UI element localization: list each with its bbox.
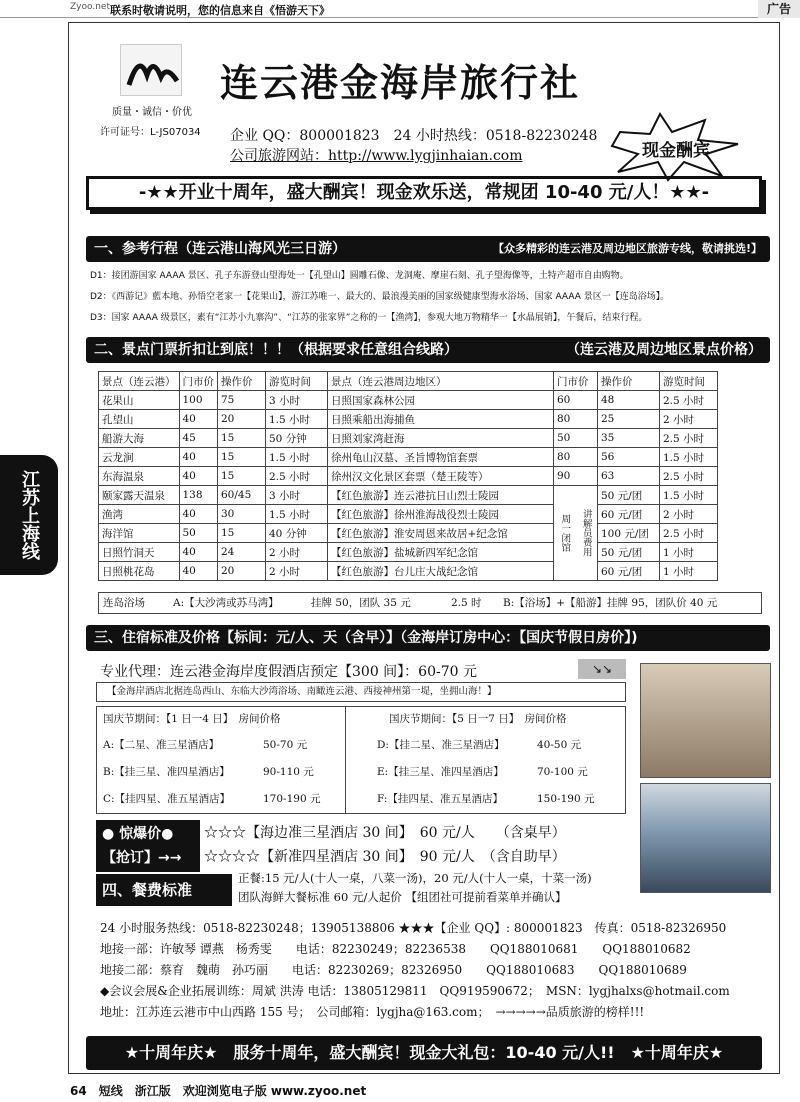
hotel-room-photo bbox=[640, 663, 771, 778]
ticket-row bbox=[99, 486, 718, 505]
address: 地址：江苏连云港市中山西路 155 号； 公司邮箱：lygjha@163.com； →→→→→品质旅游的榜样!!! bbox=[100, 1005, 645, 1019]
ticket-row bbox=[99, 429, 718, 448]
beach-name: 连岛浴场 bbox=[103, 597, 145, 609]
ticket-cell: 50 bbox=[179, 524, 218, 543]
ticket-cell: 15 bbox=[218, 524, 266, 543]
page-footer: 64 短线 浙江版 欢迎浏览电子版 www.zyoo.net bbox=[70, 1084, 367, 1098]
tickets-right: （连云港及周边地区景点价格） bbox=[566, 342, 762, 358]
ticket-cell: 日照乘船出海捕鱼 bbox=[328, 410, 554, 429]
ticket-header-cell: 游览时间 bbox=[660, 372, 718, 391]
ticket-row bbox=[99, 410, 718, 429]
ticket-cell: 50 元/团 bbox=[598, 543, 660, 562]
ticket-cell: 40 bbox=[179, 505, 218, 524]
ticket-cell: 56 bbox=[598, 448, 660, 467]
hotel-tier: C:【挂四星、准五星酒店】 bbox=[103, 793, 231, 805]
ticket-cell: 40 bbox=[179, 467, 218, 486]
cash-burst bbox=[610, 112, 740, 182]
ticket-cell: 25 bbox=[598, 410, 660, 429]
ad-label: 广告 bbox=[758, 0, 800, 18]
ticket-cell: 徐州龟山汉墓、圣旨博物馆套票 bbox=[328, 448, 554, 467]
ticket-cell: 80 bbox=[554, 448, 598, 467]
hotel-tier: B:【挂三星、准四星酒店】 bbox=[103, 766, 230, 778]
contact-block bbox=[100, 918, 770, 1023]
ticket-cell: 15 bbox=[218, 448, 266, 467]
ticket-cell: 【红色旅游】徐州淮海战役烈士陵园 bbox=[328, 505, 554, 524]
closed-note: 周一闭馆 bbox=[559, 514, 571, 552]
ticket-cell: 24 bbox=[218, 543, 266, 562]
seaside-photo bbox=[640, 783, 771, 893]
ticket-cell: 40 bbox=[179, 543, 218, 562]
ticket-header-cell: 景点（连云港） bbox=[99, 372, 180, 391]
ticket-cell: 1.5 小时 bbox=[266, 410, 328, 429]
burst-text: 现金酬宾 bbox=[642, 141, 710, 161]
ticket-cell: 东海温泉 bbox=[99, 467, 180, 486]
ticket-cell: 2 小时 bbox=[660, 505, 718, 524]
ticket-cell: 2.5 小时 bbox=[660, 391, 718, 410]
meal-line-2: 团队海鲜大餐标准 60 元/人起价 【组团社可提前看菜单并确认】 bbox=[238, 890, 567, 904]
hotel-tier: F:【挂四星、准五星酒店】 bbox=[377, 793, 503, 805]
ticket-note-cell bbox=[554, 486, 598, 581]
guide-note: 讲解员费用 bbox=[580, 509, 592, 557]
ticket-header-row bbox=[99, 372, 718, 391]
ticket-header-cell: 门市价 bbox=[179, 372, 218, 391]
hotel-heading: 三、住宿标准及价格【标间：元/人、天（含早）】（金海岸订房中心：【国庆节假日房价】) bbox=[86, 625, 770, 651]
ticket-cell: 63 bbox=[598, 467, 660, 486]
ticket-cell: 138 bbox=[179, 486, 218, 505]
itinerary-heading bbox=[86, 236, 770, 262]
company-name: 连云港金海岸旅行社 bbox=[220, 61, 581, 105]
ticket-row bbox=[99, 524, 718, 543]
ticket-cell: 1.5 小时 bbox=[266, 448, 328, 467]
hotline: 24 小时服务热线：0518-82230248；13905138806 ★★★【企业 QQ】: 800001823 传真：0518-82326950 bbox=[100, 921, 727, 935]
ticket-cell: 2.5 小时 bbox=[266, 467, 328, 486]
ticket-header-cell: 操作价 bbox=[218, 372, 266, 391]
ticket-cell: 20 bbox=[218, 562, 266, 581]
period-1: 国庆节期间：【1 日一4 日】 房间价格 bbox=[103, 713, 281, 725]
beach-option-a: A:【大沙湾或苏马湾】 bbox=[173, 597, 279, 609]
ticket-cell: 日照刘家湾赶海 bbox=[328, 429, 554, 448]
ticket-cell: 40 bbox=[179, 410, 218, 429]
ticket-cell: 1.5 小时 bbox=[660, 486, 718, 505]
ticket-cell: 15 bbox=[218, 429, 266, 448]
anniversary-banner: -★★开业十周年，盛大酬宾！现金欢乐送，常规团 10-40 元/人！★★- bbox=[86, 176, 762, 210]
ticket-cell: 船游大海 bbox=[99, 429, 180, 448]
ticket-cell: 90 bbox=[554, 467, 598, 486]
ticket-cell: 日照桃花岛 bbox=[99, 562, 180, 581]
hotel-tier-price: 40-50 元 bbox=[537, 739, 582, 751]
beach-price-a: 挂牌 50，团队 35 元 bbox=[311, 597, 411, 609]
ticket-cell: 30 bbox=[218, 505, 266, 524]
ticket-cell: 日照国家森林公园 bbox=[328, 391, 554, 410]
ticket-cell: 2 小时 bbox=[266, 543, 328, 562]
ticket-cell: 日照竹洞天 bbox=[99, 543, 180, 562]
notice-text: 联系时敬请说明，您的信息来自《悟游天下》 bbox=[110, 4, 330, 17]
ticket-cell: 50 分钟 bbox=[266, 429, 328, 448]
side-tab: 江苏上海线 bbox=[0, 455, 58, 575]
period-2: 国庆节期间：【5 日一7 日】 房间价格 bbox=[389, 713, 567, 725]
ticket-cell: 2.5 小时 bbox=[660, 467, 718, 486]
ticket-cell: 海洋馆 bbox=[99, 524, 180, 543]
ticket-row bbox=[99, 448, 718, 467]
ticket-cell: 颐家露天温泉 bbox=[99, 486, 180, 505]
ticket-table bbox=[98, 371, 718, 581]
ticket-cell: 3 小时 bbox=[266, 486, 328, 505]
promo-box bbox=[96, 820, 200, 872]
company-website[interactable]: 公司旅游网站：http://www.lygjinhaian.com bbox=[230, 148, 523, 164]
hotel-tier-price: 150-190 元 bbox=[537, 793, 595, 805]
ticket-cell: 1 小时 bbox=[660, 562, 718, 581]
ticket-cell: 【红色旅游】淮安周恩来故居+纪念馆 bbox=[328, 524, 554, 543]
ticket-cell: 花果山 bbox=[99, 391, 180, 410]
ticket-cell: 1.5 小时 bbox=[660, 448, 718, 467]
ticket-cell: 1.5 小时 bbox=[266, 505, 328, 524]
ticket-row bbox=[99, 562, 718, 581]
ticket-cell: 20 bbox=[218, 410, 266, 429]
promo-line-2: 【抢订】→→ bbox=[102, 850, 182, 866]
dept-2: 地接二部：蔡育 魏萌 孙巧丽 电话：82230269；82326950 QQ188010683 QQ188010689 bbox=[100, 963, 687, 977]
ticket-cell: 100 元/团 bbox=[598, 524, 660, 543]
itinerary-title: 一、参考行程（连云港山海风光三日游） bbox=[94, 241, 346, 257]
ticket-cell: 40 bbox=[179, 562, 218, 581]
ticket-cell: 35 bbox=[598, 429, 660, 448]
ticket-cell: 50 bbox=[554, 429, 598, 448]
footer-banner: ★十周年庆★ 服务十周年，盛大酬宾！现金大礼包：10-40 元/人!! ★十周年庆★ bbox=[86, 1036, 762, 1070]
hotel-tier-price: 90-110 元 bbox=[263, 766, 314, 778]
itinerary-day1: D1：接团游国家 AAAA 景区、孔子东游登山望海处一【孔望山】圆雕石像、龙洞庵、摩崖石刻、孔子望海像等，土特产超市自由购物。 bbox=[90, 271, 629, 281]
itinerary-note: 【众多精彩的连云港及周边地区旅游专线，敬请挑选!】 bbox=[492, 242, 762, 255]
holiday-price-box bbox=[96, 706, 626, 814]
ticket-row bbox=[99, 467, 718, 486]
ticket-cell: 【红色旅游】台儿庄大战纪念馆 bbox=[328, 562, 554, 581]
ticket-header-cell: 操作价 bbox=[598, 372, 660, 391]
ticket-cell: 80 bbox=[554, 410, 598, 429]
itinerary-day3: D3：国家 AAAA 级景区，素有“江苏小九寨沟”、“江苏的张家界”之称的一【渔湾】，参观大地万物精华一【水晶展销】，午餐后，结束行程。 bbox=[90, 313, 648, 323]
ticket-cell: 渔湾 bbox=[99, 505, 180, 524]
tickets-title: 二、景点门票折扣让到底！！！（根据要求任意组合线路） bbox=[94, 342, 458, 358]
arrow-down-icon: ↘↘ bbox=[578, 659, 626, 679]
ticket-cell: 15 bbox=[218, 467, 266, 486]
ticket-cell: 50 元/团 bbox=[598, 486, 660, 505]
ticket-cell: 100 bbox=[179, 391, 218, 410]
promo-line-1: ● 惊爆价● bbox=[102, 826, 174, 842]
dept-1: 地接一部：许敏琴 谭燕 杨秀雯 电话：82230249；82236538 QQ188010681 QQ188010682 bbox=[100, 942, 691, 956]
ticket-cell: 60 元/团 bbox=[598, 505, 660, 524]
ticket-row bbox=[99, 543, 718, 562]
beach-row bbox=[98, 592, 762, 614]
ticket-cell: 60 bbox=[554, 391, 598, 410]
hotel-location: 【金海岸酒店北据连岛西山、东临大沙湾浴场、南瞰连云港、西接神州第一堤，坐拥山海！】 bbox=[96, 682, 626, 702]
ticket-cell: 1 小时 bbox=[660, 543, 718, 562]
itinerary-day2: D2：《西游记》藍本地、孙悟空老家一【花果山】，游江苏唯一、最大的、最浪漫美丽的国家级健康型海水浴场、国家 AAAA 景区一【连岛浴场】。 bbox=[90, 292, 670, 302]
ticket-cell: 2.5 小时 bbox=[660, 524, 718, 543]
company-logo bbox=[120, 44, 182, 96]
deal-1: ☆☆☆【海边准三星酒店 30 间】 60 元/人 （含桌早） bbox=[204, 825, 566, 841]
license: 许可证号：L-JS07034 bbox=[100, 127, 201, 138]
hotel-tier-price: 70-100 元 bbox=[537, 766, 588, 778]
ticket-row bbox=[99, 505, 718, 524]
ticket-cell: 40 分钟 bbox=[266, 524, 328, 543]
ticket-row bbox=[99, 391, 718, 410]
ticket-cell: 45 bbox=[179, 429, 218, 448]
top-bar bbox=[0, 0, 800, 18]
ticket-cell: 云龙涧 bbox=[99, 448, 180, 467]
ticket-cell: 孔望山 bbox=[99, 410, 180, 429]
tickets-heading bbox=[86, 337, 770, 363]
ticket-cell: 60 元/团 bbox=[598, 562, 660, 581]
ticket-cell: 48 bbox=[598, 391, 660, 410]
hotel-agent: 专业代理：连云港金海岸度假酒店预定【300 间】：60-70 元 bbox=[100, 664, 477, 680]
beach-option-b: B:【浴场】+【船游】挂牌 95，团队价 40 元 bbox=[503, 597, 718, 609]
hotel-tier-price: 50-70 元 bbox=[263, 739, 308, 751]
hotel-tier: E:【挂三星、准四星酒店】 bbox=[377, 766, 504, 778]
meal-heading: 四、餐费标准 bbox=[96, 874, 232, 906]
slogan: 质量・诚信・价优 bbox=[112, 107, 192, 118]
brand-logo: Zyoo.net bbox=[70, 2, 110, 12]
beach-time: 2.5 时 bbox=[451, 597, 482, 609]
ticket-cell: 40 bbox=[179, 448, 218, 467]
ticket-cell: 2.5 小时 bbox=[660, 429, 718, 448]
ticket-cell: 3 小时 bbox=[266, 391, 328, 410]
ticket-cell: 【红色旅游】连云港抗日山烈士陵园 bbox=[328, 486, 554, 505]
ticket-cell: 徐州汉文化景区套票（楚王陵等） bbox=[328, 467, 554, 486]
ticket-cell: 60/45 bbox=[218, 486, 266, 505]
meal-line-1: 正餐:15 元/人(十人一桌，八菜一汤)，20 元/人(十人一桌，十菜一汤) bbox=[238, 871, 592, 885]
hotel-tier: A:【二星、准三星酒店】 bbox=[103, 739, 220, 751]
company-qq: 企业 QQ：800001823 24 小时热线：0518-82230248 bbox=[230, 128, 598, 144]
hotel-tier-price: 170-190 元 bbox=[263, 793, 321, 805]
meeting-contact: ◆会议会展&企业拓展训练：周斌 洪涛 电话：13805129811 QQ919590672； MSN：lygjhalxs@hotmail.com bbox=[100, 984, 730, 998]
ticket-cell: 75 bbox=[218, 391, 266, 410]
ticket-cell: 【红色旅游】盐城新四军纪念馆 bbox=[328, 543, 554, 562]
hotel-tier: D:【挂二星、准三星酒店】 bbox=[377, 739, 505, 751]
ticket-header-cell: 游览时间 bbox=[266, 372, 328, 391]
ticket-cell: 2 小时 bbox=[266, 562, 328, 581]
ticket-header-cell: 景点（连云港周边地区） bbox=[328, 372, 554, 391]
deal-2: ☆☆☆☆【新准四星酒店 30 间】 90 元/人 （含自助早） bbox=[204, 849, 566, 865]
ticket-cell: 2 小时 bbox=[660, 410, 718, 429]
ticket-header-cell: 门市价 bbox=[554, 372, 598, 391]
